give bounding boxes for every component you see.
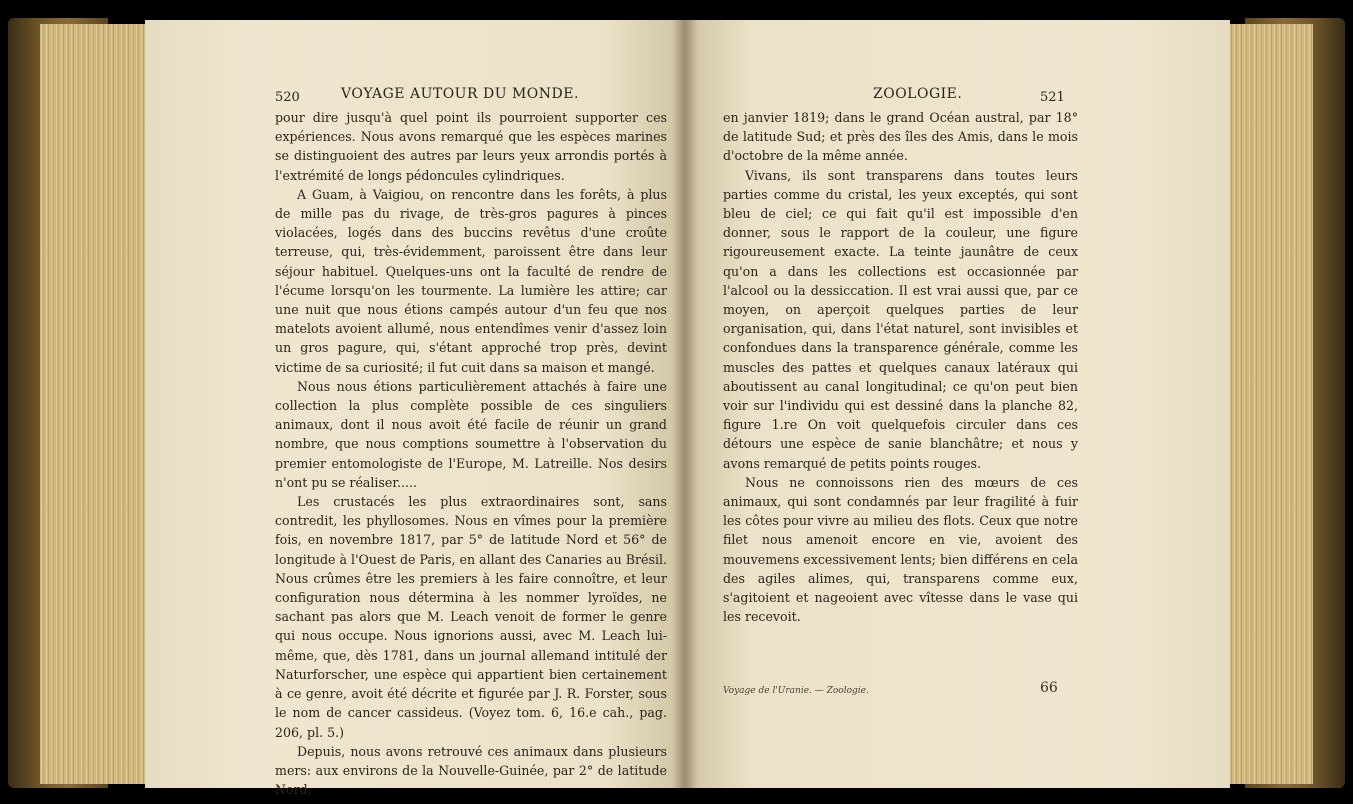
paragraph: pour dire jusqu'à quel point ils pourroient supporter ces expériences. Nous avons remarqué que les espèces marines se distinguoient des autres par leurs yeux arrondis portés à l'extrémité de longs pédoncules cylindriques. (275, 110, 667, 183)
right-page-number: 521 (1040, 90, 1065, 105)
left-page (145, 20, 685, 798)
paragraph: Nous ne connoissons rien des mœurs de ces animaux, qui sont condamnés par leur fragilité à fuir les côtes pour vivre au milieu des flots. Ceux que notre filet nous amenoit encore en vie, avoient des mouvemens excessivement lents; bien différens en cela des agiles alimes, qui, transparens comme eux, s'agitoient et nageoient avec vîtesse dans le vase qui les recevoit. (723, 474, 1078, 625)
paragraph: A Guam, à Vaigiou, on rencontre dans les forêts, à plus de mille pas du rivage, de très-gros pagures à pinces violacées, logés dans des buccins revêtus d'une croûte terreuse, qui, très-évidemment, paroissent être dans leur séjour habituel. Quelques-uns ont la faculté de rendre de l'écume lorsqu'on les tourmente. La lumière les attire; car une nuit que nous étions campés autour d'un feu que nos matelots avoient allumé, nous entendîmes venir d'assez loin un gros pagure, qui, s'étant approché trop près, devint victime de sa curiosité; il fut cuit dans sa maison et mangé. (275, 186, 667, 375)
paragraph: Nous nous étions particulièrement attachés à faire une collection la plus complète possible de ces singuliers animaux, dont il nous avoit été facile de réunir un grand nombre, que nous comptions soumettre à l'observation du premier entomologiste de l'Europe, M. Latreille. Nos desirs n'ont pu se réaliser..... (275, 378, 667, 490)
paragraph: en janvier 1819; dans le grand Océan austral, par 18° de latitude Sud; et près des îles des Amis, dans le mois d'octobre de la même année. (723, 110, 1078, 164)
right-page (685, 20, 1230, 788)
paragraph: Depuis, nous avons retrouvé ces animaux dans plusieurs mers: aux environs de la Nouvelle-Guinée, par 2° de latitude Nord, (275, 743, 667, 798)
right-running-title: ZOOLOGIE. (873, 86, 963, 102)
left-body-text (275, 108, 667, 799)
paragraph: Les crustacés les plus extraordinaires sont, sans contredit, les phyllosomes. Nous en vîmes pour la première fois, en novembre 1817, par 5° de latitude Nord et 56° de longitude à l'Ouest de Paris, en allant des Canaries au Brésil. Nous crûmes être les premiers à les faire connoître, et leur configuration nous détermina à les nommer lyroïdes, ne sachant pas alors que M. Leach venoit de former le genre qui nous occupe. Nous ignorions aussi, avec M. Leach lui-même, que, dès 1781, dans un journal allemand intitulé der Naturforscher, une espèce qui appartient bien certainement à ce genre, avoit été décrite et figurée par J. R. Forster, sous le nom de cancer cassideus. (Voyez tom. 6, 16.e cah., pag. 206, pl. 5.) (275, 494, 667, 740)
paragraph: Vivans, ils sont transparens dans toutes leurs parties comme du cristal, les yeux exceptés, qui sont bleu de ciel; ce qui fait qu'il est impossible d'en donner, sous le rapport de la couleur, une figure rigoureusement exacte. La teinte jaunâtre de ceux qu'on a dans les collections est occasionnée par l'alcool ou la dessiccation. Il est vrai aussi que, par ce moyen, on aperçoit quelques parties de leur organisation, qui, dans l'état naturel, sont invisibles et confondues dans la transparence générale, comme les muscles des pattes et quelques canaux latéraux qui aboutissent au canal longitudinal; ce qu'on peut bien voir sur l'individu qui est dessiné dans la planche 82, figure 1.re On voit quelquefois circuler dans ces détours une espèce de sanie blanchâtre; et nous y avons remarqué de petits points rouges. (723, 167, 1078, 471)
right-body-text (723, 108, 1078, 626)
left-running-title: VOYAGE AUTOUR DU MONDE. (341, 86, 579, 102)
page-edges-left (40, 24, 150, 784)
left-page-number: 520 (275, 90, 300, 105)
book-gutter (672, 20, 698, 788)
footer-caption: Voyage de l'Uranie. — Zoologie. (723, 686, 869, 696)
signature-mark: 66 (1040, 680, 1058, 696)
